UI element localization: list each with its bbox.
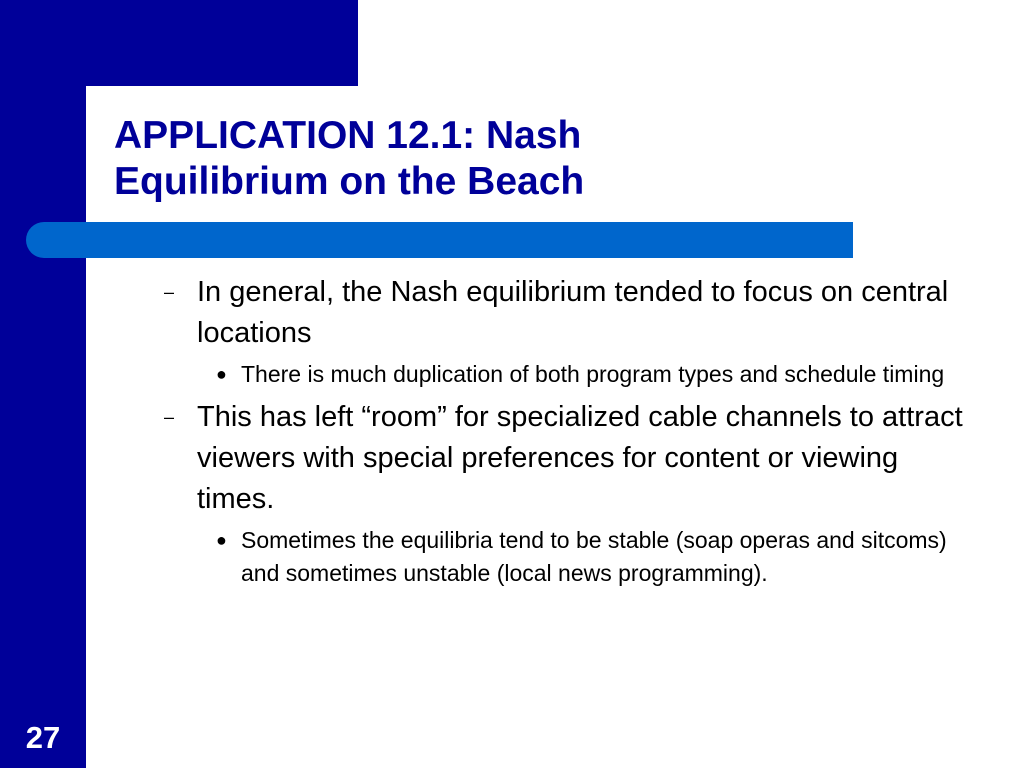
title-line-1: APPLICATION 12.1: Nash — [114, 114, 582, 157]
slide-title — [114, 113, 834, 205]
accent-bar — [26, 222, 853, 258]
bullet-item — [160, 272, 980, 354]
sub-bullet-text: There is much duplication of both program types and schedule timing — [241, 361, 945, 387]
bullet-text: In general, the Nash equilibrium tended to focus on central locations — [197, 276, 949, 349]
bullet-dot-icon: ● — [216, 364, 227, 384]
slide-content — [160, 272, 980, 596]
dash-marker: – — [164, 282, 175, 302]
slide-number: 27 — [25, 720, 61, 755]
sub-bullet-item — [216, 358, 980, 391]
top-blue-block — [86, 0, 358, 86]
bullet-text: This has left “room” for specialized cable channels to attract viewers with special preferences for content or viewing times. — [197, 401, 963, 515]
title-line-2: Equilibrium on the Beach — [114, 160, 585, 203]
bullet-dot-icon: ● — [216, 530, 227, 550]
dash-marker: – — [164, 407, 175, 427]
sub-bullet-text: Sometimes the equilibria tend to be stable (soap operas and sitcoms) and sometimes unstable (local news programming). — [241, 527, 947, 586]
left-blue-band — [0, 0, 86, 768]
bullet-item — [160, 397, 980, 520]
sub-bullet-item — [216, 524, 980, 590]
